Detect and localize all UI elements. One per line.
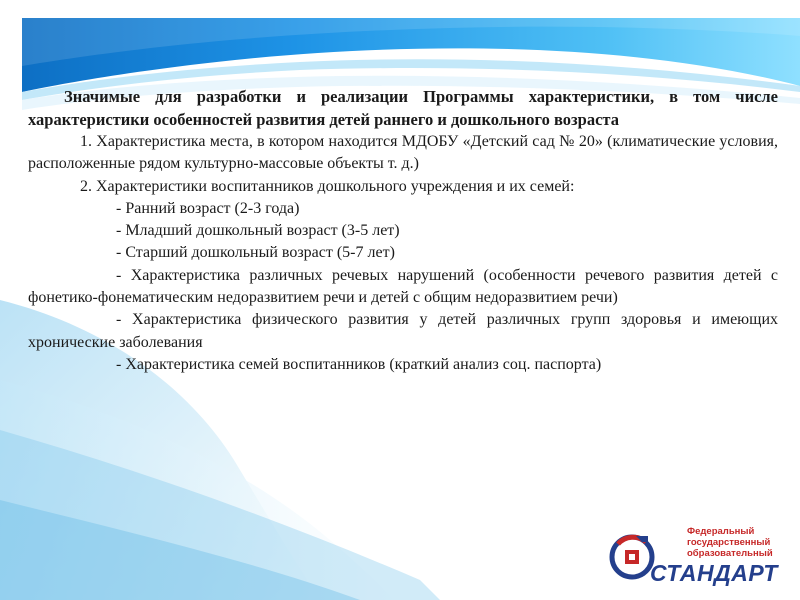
fgos-emblem-icon	[608, 530, 656, 582]
item-early-age: - Ранний возраст (2-3 года)	[116, 199, 300, 217]
item-junior-age: - Младший дошкольный возраст (3-5 лет)	[116, 222, 400, 240]
item-speech: - Характеристика различных речевых нарушений (особенности речевого развития детей с фонетико-фонематическим недоразвитием речи и детей с общим недоразвитием речи)	[28, 266, 778, 307]
item-pupils: 2. Характеристики воспитанников дошкольного учреждения и их семей:	[80, 177, 575, 195]
slide-heading: Значимые для разработки и реализации Программы характеристики, в том числе характеристики особенностей развития детей раннего и дошкольного возраста	[28, 87, 778, 129]
item-physical: - Характеристика физического развития у детей различных групп здоровья и имеющих хронические заболевания	[28, 311, 778, 351]
item-place: 1. Характеристика места, в котором находится МДОБУ «Детский сад № 20» (климатические условия, расположенные рядом культурно-массовые объекты т. д.)	[28, 133, 778, 173]
item-families: - Характеристика семей воспитанников (краткий анализ соц. паспорта)	[116, 355, 602, 373]
logo-caption	[687, 526, 777, 559]
fgos-logo	[608, 526, 778, 586]
logo-brand: СТАНДАРТ	[650, 560, 778, 586]
item-senior-age: - Старший дошкольный возраст (5-7 лет)	[116, 244, 395, 262]
logo-line-1: Федеральный	[687, 526, 755, 537]
slide-content	[28, 86, 778, 376]
logo-line-2: государственный	[687, 537, 771, 548]
logo-line-3: образовательный	[687, 548, 773, 559]
